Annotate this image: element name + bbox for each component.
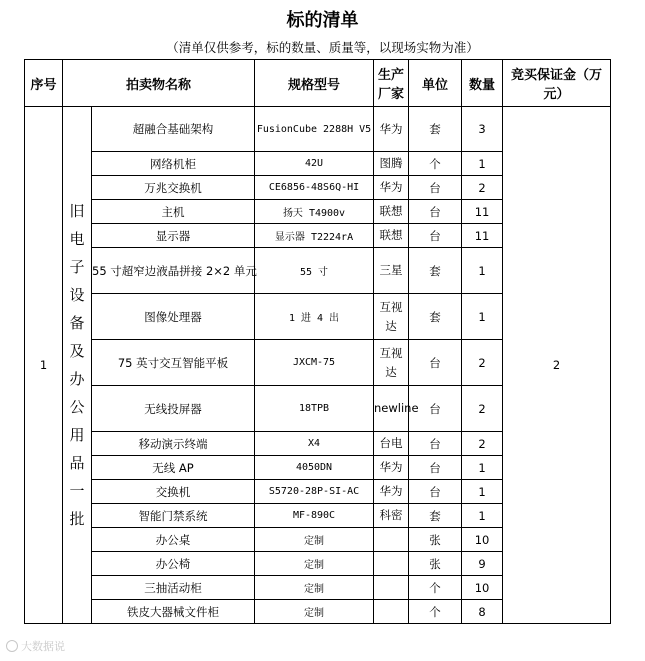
item-model-cell: 55 寸 [255, 248, 374, 294]
group-name-cell: 旧电子设备及办公用品一批 [63, 107, 92, 624]
item-model-cell: MF-890C [255, 504, 374, 528]
item-maker-cell: 台电 [374, 432, 409, 456]
item-qty-cell: 2 [462, 340, 503, 386]
item-name-cell: 55 寸超窄边液晶拼接 2×2 单元 [92, 248, 255, 294]
item-maker-cell: 互视达 [374, 294, 409, 340]
header-maker: 生产厂家 [374, 60, 409, 107]
item-unit-cell: 套 [409, 294, 462, 340]
auction-items-table [24, 59, 611, 624]
item-unit-cell: 张 [409, 552, 462, 576]
item-model-cell: 定制 [255, 576, 374, 600]
item-name-cell: 交换机 [92, 480, 255, 504]
item-name-cell: 铁皮大器械文件柜 [92, 600, 255, 624]
item-maker-cell: 华为 [374, 456, 409, 480]
item-qty-cell: 10 [462, 528, 503, 552]
item-maker-cell: 华为 [374, 107, 409, 152]
item-model-cell: 扬天 T4900v [255, 200, 374, 224]
item-model-cell: 显示器 T2224rA [255, 224, 374, 248]
item-name-cell: 图像处理器 [92, 294, 255, 340]
item-qty-cell: 1 [462, 248, 503, 294]
item-maker-cell [374, 576, 409, 600]
item-unit-cell: 台 [409, 432, 462, 456]
header-qty: 数量 [462, 60, 503, 107]
header-row [25, 60, 611, 107]
item-name-cell: 无线投屏器 [92, 386, 255, 432]
item-maker-cell: 图腾 [374, 152, 409, 176]
item-name-cell: 主机 [92, 200, 255, 224]
item-model-cell: JXCM-75 [255, 340, 374, 386]
item-unit-cell: 个 [409, 576, 462, 600]
item-unit-cell: 张 [409, 528, 462, 552]
item-name-cell: 网络机柜 [92, 152, 255, 176]
item-name-cell: 超融合基础架构 [92, 107, 255, 152]
item-name-cell: 移动演示终端 [92, 432, 255, 456]
item-qty-cell: 3 [462, 107, 503, 152]
header-seq: 序号 [25, 60, 63, 107]
item-maker-cell [374, 528, 409, 552]
item-qty-cell: 8 [462, 600, 503, 624]
item-model-cell: 42U [255, 152, 374, 176]
header-unit: 单位 [409, 60, 462, 107]
item-qty-cell: 1 [462, 504, 503, 528]
item-model-cell: CE6856-48S6Q-HI [255, 176, 374, 200]
page-subtitle: （清单仅供参考，标的数量、质量等，以现场实物为准） [166, 40, 479, 55]
item-unit-cell: 个 [409, 600, 462, 624]
item-name-cell: 显示器 [92, 224, 255, 248]
table-row [25, 107, 611, 152]
item-model-cell: 定制 [255, 552, 374, 576]
item-model-cell: X4 [255, 432, 374, 456]
item-qty-cell: 11 [462, 200, 503, 224]
item-qty-cell: 1 [462, 456, 503, 480]
item-name-cell: 办公椅 [92, 552, 255, 576]
weibo-icon [6, 640, 18, 652]
item-model-cell: S5720-28P-SI-AC [255, 480, 374, 504]
watermark-text: 大数据说 [21, 640, 65, 653]
item-qty-cell: 10 [462, 576, 503, 600]
item-maker-cell: newline [374, 386, 409, 432]
item-name-cell: 万兆交换机 [92, 176, 255, 200]
item-model-cell: 18TPB [255, 386, 374, 432]
item-maker-cell: 华为 [374, 480, 409, 504]
item-model-cell: 定制 [255, 600, 374, 624]
item-name-cell: 75 英寸交互智能平板 [92, 340, 255, 386]
item-unit-cell: 个 [409, 152, 462, 176]
item-maker-cell: 科密 [374, 504, 409, 528]
item-unit-cell: 套 [409, 107, 462, 152]
item-qty-cell: 9 [462, 552, 503, 576]
item-qty-cell: 1 [462, 294, 503, 340]
item-model-cell: 定制 [255, 528, 374, 552]
item-name-cell: 智能门禁系统 [92, 504, 255, 528]
item-unit-cell: 套 [409, 248, 462, 294]
item-qty-cell: 2 [462, 432, 503, 456]
item-maker-cell [374, 552, 409, 576]
item-unit-cell: 台 [409, 224, 462, 248]
item-maker-cell [374, 600, 409, 624]
item-name-cell: 办公桌 [92, 528, 255, 552]
item-model-cell: 4050DN [255, 456, 374, 480]
item-model-cell: FusionCube 2288H V5 [255, 107, 374, 152]
header-model: 规格型号 [255, 60, 374, 107]
item-qty-cell: 1 [462, 152, 503, 176]
item-unit-cell: 台 [409, 386, 462, 432]
item-maker-cell: 互视达 [374, 340, 409, 386]
item-unit-cell: 台 [409, 176, 462, 200]
item-maker-cell: 华为 [374, 176, 409, 200]
item-maker-cell: 联想 [374, 200, 409, 224]
header-deposit: 竞买保证金（万元） [503, 60, 611, 107]
item-unit-cell: 套 [409, 504, 462, 528]
item-model-cell: 1 进 4 出 [255, 294, 374, 340]
page-title: 标的清单 [286, 10, 359, 31]
item-qty-cell: 2 [462, 176, 503, 200]
item-maker-cell: 三星 [374, 248, 409, 294]
item-unit-cell: 台 [409, 200, 462, 224]
seq-cell: 1 [25, 107, 63, 624]
item-qty-cell: 11 [462, 224, 503, 248]
item-qty-cell: 1 [462, 480, 503, 504]
header-name: 拍卖物名称 [63, 60, 255, 107]
item-unit-cell: 台 [409, 456, 462, 480]
deposit-cell: 2 [503, 107, 611, 624]
item-unit-cell: 台 [409, 480, 462, 504]
item-name-cell: 无线 AP [92, 456, 255, 480]
item-qty-cell: 2 [462, 386, 503, 432]
item-maker-cell: 联想 [374, 224, 409, 248]
watermark [6, 638, 65, 654]
item-name-cell: 三抽活动柜 [92, 576, 255, 600]
item-unit-cell: 台 [409, 340, 462, 386]
